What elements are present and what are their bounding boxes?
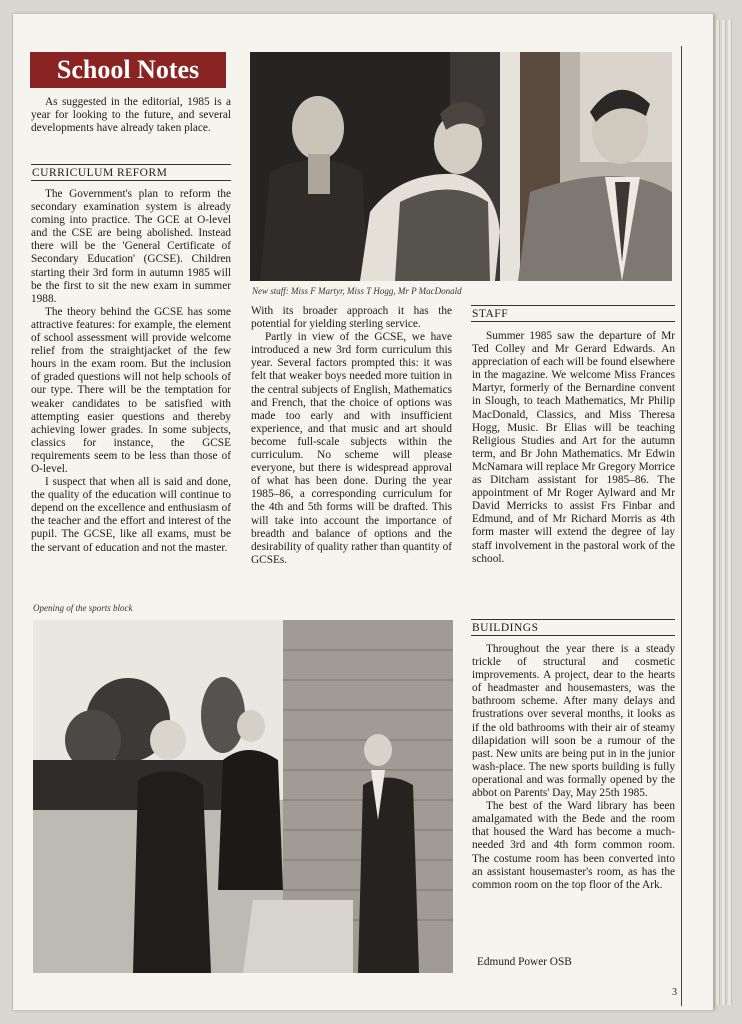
buildings-paragraph: The best of the Ward library has been amalgamated with the Bede and the room that housed the Ward has become a much-needed 3rd and 4th form common room. The costume room has been converted into an assistant housemaster's room, as has the common room on the top floor of the Ark. (472, 800, 675, 891)
curriculum-paragraph: The theory behind the GCSE has some attractive features: for example, the element of school assessment will provide welcome relief from the straightjacket of the few hours in the exam room. But the inclusion of graded questions will not help schools of our type. There will be the temptation for weaker candidates to be satisfied with attempting easier questions and thereby achieving lower grades. In some subjects, classics for instance, the GCSE requirements seem to be less than those of O-level. (31, 305, 231, 475)
buildings-column (472, 643, 675, 892)
staff-photo-image (250, 52, 672, 281)
page-edge (728, 20, 732, 1005)
staff-column (472, 330, 675, 566)
section-banner: School Notes (30, 52, 226, 88)
curriculum-paragraph: The Government's plan to reform the secondary examination system is already coming into practice. The GCE at O-level and the CSE are being abolished. Instead there will be the 'General Certificate of Secondary Education' (GCSE). Children starting their 3rd form in autumn 1985 will be the first to sit the new exam in summer 1988. (31, 188, 231, 305)
author-signature: Edmund Power OSB (477, 956, 572, 968)
sports-photo-image (33, 620, 453, 973)
page-edge (722, 20, 726, 1005)
staff-photo-caption: New staff: Miss F Martyr, Miss T Hogg, Mr P MacDonald (252, 286, 462, 296)
page-edge (716, 20, 720, 1005)
sports-photo-caption: Opening of the sports block (33, 603, 133, 613)
curriculum-column-1 (31, 188, 231, 555)
intro-paragraph (31, 96, 231, 135)
curriculum-paragraph: With its broader approach it has the potential for yielding sterling service. (251, 305, 452, 331)
buildings-paragraph: Throughout the year there is a steady trickle of structural and cosmetic improvements. A project, dear to the hearts of headmaster and housemasters, was the bathroom scheme. After many delays and frustrations over several months, it looks as if the old bathrooms with their air of steamy dilapidation will soon be a rumour of the past. New units are being put in in the junior wash-place. The new sports building is fully operational and was formally opened by the abbot on Parents' Day, May 25th 1985. (472, 643, 675, 800)
staff-heading: STAFF (471, 305, 675, 322)
staff-photo (250, 52, 672, 281)
curriculum-heading: CURRICULUM REFORM (31, 164, 231, 181)
buildings-heading: BUILDINGS (471, 619, 675, 636)
page-number: 3 (672, 987, 677, 998)
curriculum-column-2 (251, 305, 452, 567)
staff-paragraph: Summer 1985 saw the departure of Mr Ted Colley and Mr Gerard Edwards. An appreciation of each will be found elsewhere in the magazine. We welcome Miss Frances Martyr, formerly of the Bernardine convent in Slough, to teach Mathematics, Mr Philip MacDonald, Classics, and Miss Theresa Hogg, Music. Br Elias will be teaching Religious Studies and Art for the autumn term, and Br John Mathematics. Mr Edwin McNamara will replace Mr Gregory Morrice as Ditcham assistant for 1985–86. The appointment of Mr Roger Aylward and Mr David Merricks to assist Frs Finbar and Edmund, and of Mr Richard Morris as 4th form master will extend the degree of lay staff involvement in the pastoral work of the school. (472, 330, 675, 565)
curriculum-paragraph: Partly in view of the GCSE, we have introduced a new 3rd form curriculum this year. Several factors prompted this: it was felt that weaker boys needed more tuition in the central subjects of English, Mathematics and French, that the choice of options was made too early and with insufficient experience, and that music and art should become full-scale subjects within the curriculum. No scheme will please everyone, but there is widespread approval of what has been done. During the year 1985–86, a corresponding curriculum for the 4th and 5th forms will be drafted. This will take into account the importance of breadth and balance of options and the desirability of quality rather than quantity of GCSEs. (251, 331, 452, 566)
sports-photo (33, 620, 453, 973)
column-rule (681, 46, 682, 1006)
intro-text: As suggested in the editorial, 1985 is a year for looking to the future, and several developments have already taken place. (31, 96, 231, 135)
curriculum-paragraph: I suspect that when all is said and done, the quality of the education will continue to depend on the excellence and enthusiasm of the teacher and the effort and interest of the pupil. The GCSE, like all exams, must be the servant of education and not the master. (31, 476, 231, 554)
